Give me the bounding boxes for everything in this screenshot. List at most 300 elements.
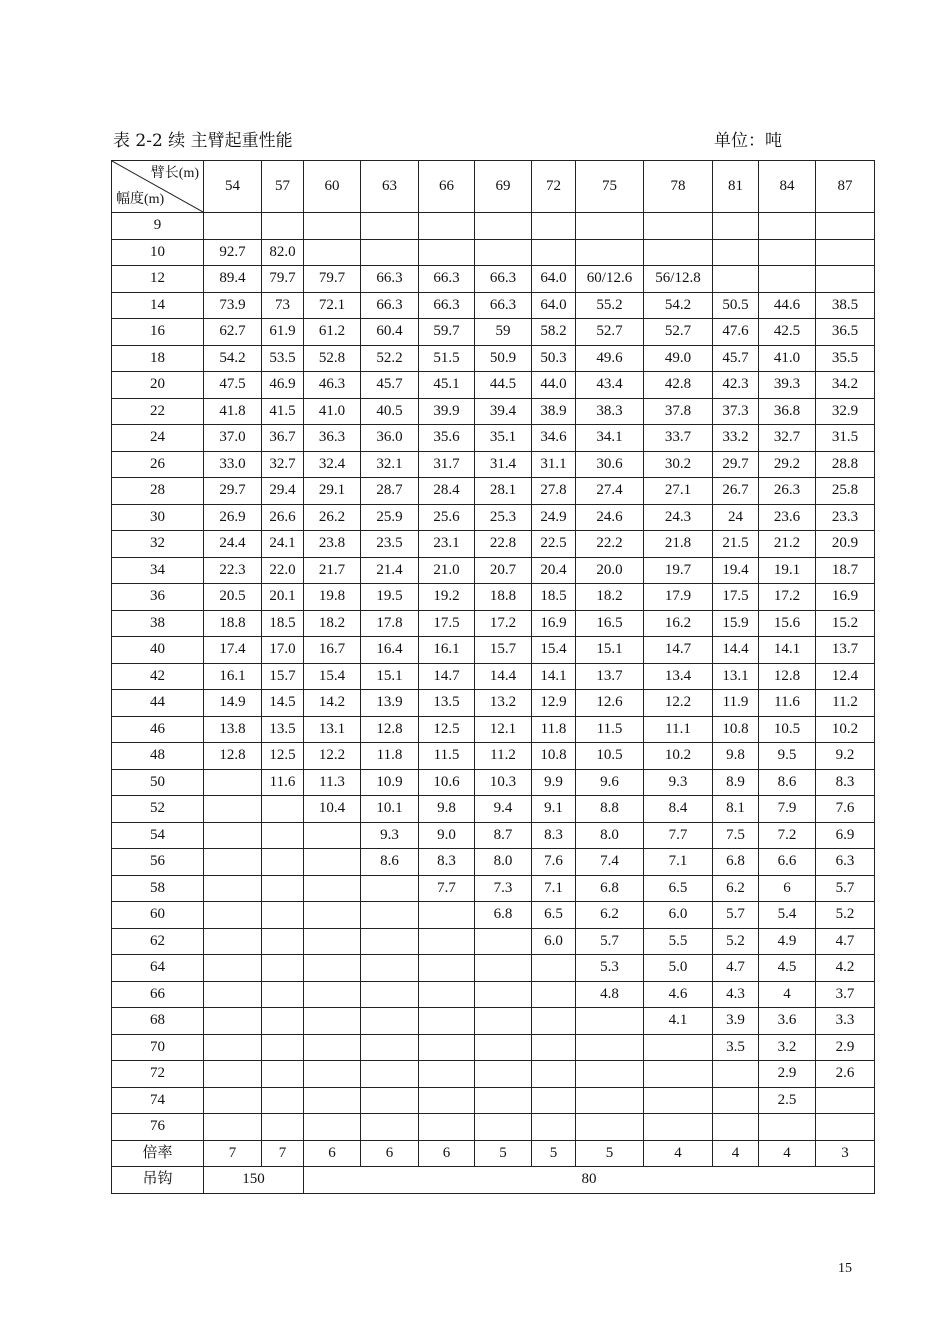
capacity-cell: 14.5 <box>262 690 304 717</box>
table-row <box>112 716 875 743</box>
capacity-cell: 52.2 <box>361 345 419 372</box>
capacity-cell: 16.7 <box>304 637 361 664</box>
radius-cell: 38 <box>112 610 204 637</box>
capacity-cell <box>419 213 475 240</box>
capacity-cell: 8.3 <box>419 849 475 876</box>
radius-cell: 48 <box>112 743 204 770</box>
capacity-cell: 7.1 <box>644 849 713 876</box>
column-header: 78 <box>644 161 713 213</box>
capacity-cell: 28.7 <box>361 478 419 505</box>
capacity-cell <box>361 1061 419 1088</box>
radius-cell: 54 <box>112 822 204 849</box>
radius-cell: 26 <box>112 451 204 478</box>
table-row <box>112 663 875 690</box>
capacity-cell: 39.4 <box>475 398 532 425</box>
capacity-cell: 7.4 <box>576 849 644 876</box>
capacity-cell: 73 <box>262 292 304 319</box>
capacity-cell: 30.2 <box>644 451 713 478</box>
capacity-cell: 10.8 <box>713 716 759 743</box>
capacity-cell: 6.8 <box>475 902 532 929</box>
capacity-cell: 27.1 <box>644 478 713 505</box>
capacity-cell: 2.9 <box>759 1061 816 1088</box>
capacity-cell: 9.4 <box>475 796 532 823</box>
capacity-cell: 38.3 <box>576 398 644 425</box>
capacity-cell <box>262 822 304 849</box>
capacity-cell: 15.1 <box>576 637 644 664</box>
capacity-cell: 2.5 <box>759 1087 816 1114</box>
capacity-cell: 66.3 <box>419 266 475 293</box>
capacity-cell: 8.3 <box>816 769 875 796</box>
radius-cell: 74 <box>112 1087 204 1114</box>
ratio-cell: 4 <box>713 1140 759 1167</box>
capacity-cell <box>304 902 361 929</box>
lifting-capacity-table <box>111 160 875 1194</box>
capacity-cell: 31.5 <box>816 425 875 452</box>
table-row <box>112 557 875 584</box>
capacity-cell: 22.2 <box>576 531 644 558</box>
capacity-cell: 12.2 <box>304 743 361 770</box>
capacity-cell: 4.6 <box>644 981 713 1008</box>
capacity-cell <box>262 1061 304 1088</box>
capacity-cell: 9.5 <box>759 743 816 770</box>
capacity-cell <box>304 822 361 849</box>
capacity-cell: 7.6 <box>816 796 875 823</box>
capacity-cell: 42.5 <box>759 319 816 346</box>
capacity-cell: 44.6 <box>759 292 816 319</box>
capacity-cell: 5.4 <box>759 902 816 929</box>
capacity-cell: 66.3 <box>361 266 419 293</box>
capacity-cell: 15.9 <box>713 610 759 637</box>
radius-cell: 64 <box>112 955 204 982</box>
capacity-cell <box>262 1114 304 1141</box>
radius-cell: 32 <box>112 531 204 558</box>
capacity-cell: 15.7 <box>475 637 532 664</box>
capacity-cell: 6.3 <box>816 849 875 876</box>
capacity-cell: 24.9 <box>532 504 576 531</box>
capacity-cell <box>816 213 875 240</box>
capacity-cell <box>361 928 419 955</box>
capacity-cell: 22.8 <box>475 531 532 558</box>
capacity-cell: 38.5 <box>816 292 875 319</box>
capacity-cell: 49.0 <box>644 345 713 372</box>
capacity-cell: 7.7 <box>419 875 475 902</box>
table-row <box>112 955 875 982</box>
capacity-cell: 66.3 <box>475 266 532 293</box>
capacity-cell: 25.8 <box>816 478 875 505</box>
capacity-cell: 26.6 <box>262 504 304 531</box>
capacity-cell <box>532 955 576 982</box>
capacity-cell: 52.7 <box>644 319 713 346</box>
capacity-cell: 44.0 <box>532 372 576 399</box>
capacity-cell: 13.7 <box>576 663 644 690</box>
capacity-cell: 6 <box>759 875 816 902</box>
column-header: 54 <box>204 161 262 213</box>
capacity-cell: 17.4 <box>204 637 262 664</box>
table-caption <box>113 128 793 154</box>
radius-cell: 46 <box>112 716 204 743</box>
capacity-cell <box>713 266 759 293</box>
capacity-cell: 16.1 <box>204 663 262 690</box>
capacity-cell: 9.0 <box>419 822 475 849</box>
capacity-cell <box>816 239 875 266</box>
capacity-cell: 29.2 <box>759 451 816 478</box>
capacity-cell: 31.1 <box>532 451 576 478</box>
capacity-cell: 8.8 <box>576 796 644 823</box>
capacity-cell: 6.6 <box>759 849 816 876</box>
capacity-cell <box>204 1087 262 1114</box>
capacity-cell: 15.2 <box>816 610 875 637</box>
capacity-cell: 6.2 <box>713 875 759 902</box>
capacity-cell <box>644 1114 713 1141</box>
capacity-cell: 23.6 <box>759 504 816 531</box>
capacity-cell <box>475 1008 532 1035</box>
capacity-cell: 36.5 <box>816 319 875 346</box>
capacity-cell: 7.6 <box>532 849 576 876</box>
capacity-cell: 16.2 <box>644 610 713 637</box>
capacity-cell <box>759 266 816 293</box>
capacity-cell: 32.4 <box>304 451 361 478</box>
capacity-cell: 22.5 <box>532 531 576 558</box>
capacity-cell: 55.2 <box>576 292 644 319</box>
capacity-cell <box>361 1034 419 1061</box>
capacity-cell: 6.5 <box>644 875 713 902</box>
capacity-cell <box>419 955 475 982</box>
table-row <box>112 372 875 399</box>
capacity-cell: 21.7 <box>304 557 361 584</box>
capacity-cell: 50.9 <box>475 345 532 372</box>
capacity-cell: 21.4 <box>361 557 419 584</box>
ratio-cell: 6 <box>361 1140 419 1167</box>
capacity-cell: 66.3 <box>475 292 532 319</box>
capacity-cell: 18.7 <box>816 557 875 584</box>
ratio-cell: 5 <box>532 1140 576 1167</box>
capacity-cell: 2.9 <box>816 1034 875 1061</box>
page-number: 15 <box>838 1261 852 1276</box>
capacity-cell: 11.5 <box>576 716 644 743</box>
capacity-cell: 36.8 <box>759 398 816 425</box>
capacity-cell <box>713 213 759 240</box>
capacity-cell <box>361 955 419 982</box>
radius-cell: 22 <box>112 398 204 425</box>
capacity-cell: 59.7 <box>419 319 475 346</box>
capacity-cell: 8.7 <box>475 822 532 849</box>
capacity-cell: 19.1 <box>759 557 816 584</box>
capacity-cell: 9.1 <box>532 796 576 823</box>
capacity-cell: 7.1 <box>532 875 576 902</box>
capacity-cell: 34.1 <box>576 425 644 452</box>
capacity-cell: 9.3 <box>644 769 713 796</box>
capacity-cell: 10.9 <box>361 769 419 796</box>
capacity-cell: 19.5 <box>361 584 419 611</box>
capacity-cell <box>759 213 816 240</box>
capacity-cell: 9.3 <box>361 822 419 849</box>
diagonal-header-cell <box>112 161 204 213</box>
table-row <box>112 292 875 319</box>
capacity-cell: 9.6 <box>576 769 644 796</box>
capacity-cell: 12.6 <box>576 690 644 717</box>
capacity-cell <box>361 239 419 266</box>
capacity-cell: 4.7 <box>713 955 759 982</box>
capacity-cell: 12.8 <box>759 663 816 690</box>
capacity-cell <box>262 849 304 876</box>
capacity-cell: 10.2 <box>816 716 875 743</box>
capacity-cell: 53.5 <box>262 345 304 372</box>
capacity-cell: 72.1 <box>304 292 361 319</box>
capacity-cell: 47.5 <box>204 372 262 399</box>
ratio-label: 倍率 <box>112 1140 204 1167</box>
capacity-cell <box>475 1061 532 1088</box>
radius-cell: 52 <box>112 796 204 823</box>
ratio-cell: 5 <box>576 1140 644 1167</box>
unit-label: 单位：吨 <box>714 131 782 151</box>
table-row <box>112 584 875 611</box>
capacity-cell <box>304 1034 361 1061</box>
capacity-cell: 14.4 <box>475 663 532 690</box>
capacity-cell: 12.2 <box>644 690 713 717</box>
capacity-cell <box>419 1061 475 1088</box>
capacity-cell: 24.3 <box>644 504 713 531</box>
capacity-cell: 33.7 <box>644 425 713 452</box>
capacity-cell: 11.8 <box>361 743 419 770</box>
capacity-cell: 59 <box>475 319 532 346</box>
capacity-cell: 4.5 <box>759 955 816 982</box>
capacity-cell <box>262 902 304 929</box>
radius-cell: 28 <box>112 478 204 505</box>
capacity-cell: 14.4 <box>713 637 759 664</box>
capacity-cell: 14.7 <box>644 637 713 664</box>
capacity-cell <box>204 1034 262 1061</box>
capacity-cell <box>262 928 304 955</box>
capacity-cell: 10.1 <box>361 796 419 823</box>
capacity-cell: 64.0 <box>532 266 576 293</box>
capacity-cell: 29.7 <box>204 478 262 505</box>
table-row <box>112 478 875 505</box>
capacity-cell: 36.3 <box>304 425 361 452</box>
capacity-cell: 11.9 <box>713 690 759 717</box>
table-row <box>112 902 875 929</box>
capacity-cell: 25.6 <box>419 504 475 531</box>
radius-cell: 14 <box>112 292 204 319</box>
capacity-cell <box>361 1008 419 1035</box>
column-header: 87 <box>816 161 875 213</box>
capacity-cell: 20.9 <box>816 531 875 558</box>
capacity-cell <box>419 981 475 1008</box>
capacity-cell <box>713 1087 759 1114</box>
capacity-cell: 36.7 <box>262 425 304 452</box>
capacity-cell: 3.9 <box>713 1008 759 1035</box>
capacity-cell <box>304 849 361 876</box>
capacity-cell <box>475 955 532 982</box>
hook-row <box>112 1167 875 1194</box>
capacity-cell <box>204 796 262 823</box>
capacity-cell: 13.1 <box>304 716 361 743</box>
capacity-cell: 37.8 <box>644 398 713 425</box>
capacity-cell <box>204 769 262 796</box>
capacity-cell: 33.2 <box>713 425 759 452</box>
radius-cell: 34 <box>112 557 204 584</box>
capacity-cell <box>304 981 361 1008</box>
capacity-cell: 41.0 <box>304 398 361 425</box>
capacity-cell: 61.2 <box>304 319 361 346</box>
capacity-cell: 6.9 <box>816 822 875 849</box>
capacity-cell: 45.7 <box>361 372 419 399</box>
radius-cell: 16 <box>112 319 204 346</box>
capacity-cell: 37.3 <box>713 398 759 425</box>
capacity-cell: 4.1 <box>644 1008 713 1035</box>
capacity-cell: 3.6 <box>759 1008 816 1035</box>
capacity-cell <box>262 955 304 982</box>
capacity-cell: 12.4 <box>816 663 875 690</box>
capacity-cell: 37.0 <box>204 425 262 452</box>
capacity-cell: 36.0 <box>361 425 419 452</box>
capacity-cell <box>475 239 532 266</box>
capacity-cell: 24.1 <box>262 531 304 558</box>
capacity-cell: 25.9 <box>361 504 419 531</box>
capacity-cell: 42.3 <box>713 372 759 399</box>
capacity-cell: 66.3 <box>361 292 419 319</box>
capacity-cell: 9.2 <box>816 743 875 770</box>
ratio-cell: 7 <box>204 1140 262 1167</box>
capacity-cell: 45.7 <box>713 345 759 372</box>
capacity-cell: 10.3 <box>475 769 532 796</box>
capacity-cell <box>532 1087 576 1114</box>
column-header: 72 <box>532 161 576 213</box>
capacity-cell: 44.5 <box>475 372 532 399</box>
capacity-cell <box>816 1114 875 1141</box>
capacity-cell: 5.3 <box>576 955 644 982</box>
radius-cell: 50 <box>112 769 204 796</box>
capacity-cell: 33.0 <box>204 451 262 478</box>
capacity-cell: 11.8 <box>532 716 576 743</box>
capacity-cell <box>759 239 816 266</box>
ratio-cell: 6 <box>419 1140 475 1167</box>
capacity-cell: 20.4 <box>532 557 576 584</box>
capacity-cell: 12.5 <box>419 716 475 743</box>
capacity-cell <box>419 928 475 955</box>
capacity-cell: 11.1 <box>644 716 713 743</box>
capacity-cell: 8.0 <box>475 849 532 876</box>
capacity-cell: 13.5 <box>262 716 304 743</box>
table-row <box>112 769 875 796</box>
capacity-cell: 20.0 <box>576 557 644 584</box>
capacity-cell: 17.5 <box>713 584 759 611</box>
capacity-cell: 5.7 <box>713 902 759 929</box>
capacity-cell: 32.9 <box>816 398 875 425</box>
capacity-cell: 39.3 <box>759 372 816 399</box>
table-row <box>112 849 875 876</box>
capacity-cell: 24.6 <box>576 504 644 531</box>
table-row <box>112 319 875 346</box>
capacity-cell: 17.2 <box>759 584 816 611</box>
ratio-cell: 4 <box>759 1140 816 1167</box>
capacity-cell: 5.5 <box>644 928 713 955</box>
capacity-cell: 89.4 <box>204 266 262 293</box>
capacity-cell: 13.7 <box>816 637 875 664</box>
radius-cell: 12 <box>112 266 204 293</box>
capacity-cell <box>475 1087 532 1114</box>
table-body <box>112 161 875 1194</box>
capacity-cell: 8.6 <box>361 849 419 876</box>
table-row <box>112 213 875 240</box>
capacity-cell: 7.5 <box>713 822 759 849</box>
capacity-cell <box>204 928 262 955</box>
capacity-cell: 10.6 <box>419 769 475 796</box>
column-header: 81 <box>713 161 759 213</box>
capacity-cell <box>304 213 361 240</box>
ratio-cell: 5 <box>475 1140 532 1167</box>
capacity-cell: 10.2 <box>644 743 713 770</box>
capacity-cell: 42.8 <box>644 372 713 399</box>
capacity-cell: 29.4 <box>262 478 304 505</box>
capacity-cell: 3.7 <box>816 981 875 1008</box>
capacity-cell: 5.2 <box>816 902 875 929</box>
capacity-cell <box>361 1087 419 1114</box>
capacity-cell <box>475 213 532 240</box>
capacity-cell <box>262 1034 304 1061</box>
radius-cell: 24 <box>112 425 204 452</box>
table-row <box>112 266 875 293</box>
capacity-cell: 51.5 <box>419 345 475 372</box>
capacity-cell: 46.3 <box>304 372 361 399</box>
capacity-cell <box>644 1061 713 1088</box>
capacity-cell <box>361 1114 419 1141</box>
column-header: 66 <box>419 161 475 213</box>
capacity-cell <box>419 902 475 929</box>
capacity-cell: 29.7 <box>713 451 759 478</box>
header-row <box>112 161 875 213</box>
capacity-cell: 18.8 <box>475 584 532 611</box>
capacity-cell <box>475 1114 532 1141</box>
capacity-cell: 12.8 <box>204 743 262 770</box>
radius-cell: 18 <box>112 345 204 372</box>
capacity-cell: 13.9 <box>361 690 419 717</box>
capacity-cell <box>204 849 262 876</box>
hook-value-b: 80 <box>304 1167 875 1194</box>
capacity-cell: 39.9 <box>419 398 475 425</box>
ratio-cell: 4 <box>644 1140 713 1167</box>
capacity-cell: 21.5 <box>713 531 759 558</box>
capacity-cell: 41.0 <box>759 345 816 372</box>
radius-cell: 72 <box>112 1061 204 1088</box>
capacity-cell <box>576 239 644 266</box>
radius-cell: 44 <box>112 690 204 717</box>
capacity-cell <box>419 1008 475 1035</box>
capacity-cell: 6.8 <box>713 849 759 876</box>
capacity-cell <box>304 928 361 955</box>
capacity-cell: 38.9 <box>532 398 576 425</box>
table-row <box>112 690 875 717</box>
capacity-cell <box>262 981 304 1008</box>
capacity-cell: 3.5 <box>713 1034 759 1061</box>
capacity-cell <box>204 1114 262 1141</box>
capacity-cell: 41.5 <box>262 398 304 425</box>
radius-cell: 10 <box>112 239 204 266</box>
capacity-cell <box>475 1034 532 1061</box>
capacity-cell <box>262 213 304 240</box>
capacity-cell: 52.7 <box>576 319 644 346</box>
capacity-cell: 10.8 <box>532 743 576 770</box>
radius-cell: 68 <box>112 1008 204 1035</box>
capacity-cell <box>713 1114 759 1141</box>
capacity-cell: 4.3 <box>713 981 759 1008</box>
capacity-cell: 52.8 <box>304 345 361 372</box>
radius-cell: 40 <box>112 637 204 664</box>
radius-cell: 20 <box>112 372 204 399</box>
capacity-cell <box>532 1008 576 1035</box>
capacity-cell: 18.5 <box>532 584 576 611</box>
capacity-cell <box>304 1114 361 1141</box>
capacity-cell: 23.1 <box>419 531 475 558</box>
